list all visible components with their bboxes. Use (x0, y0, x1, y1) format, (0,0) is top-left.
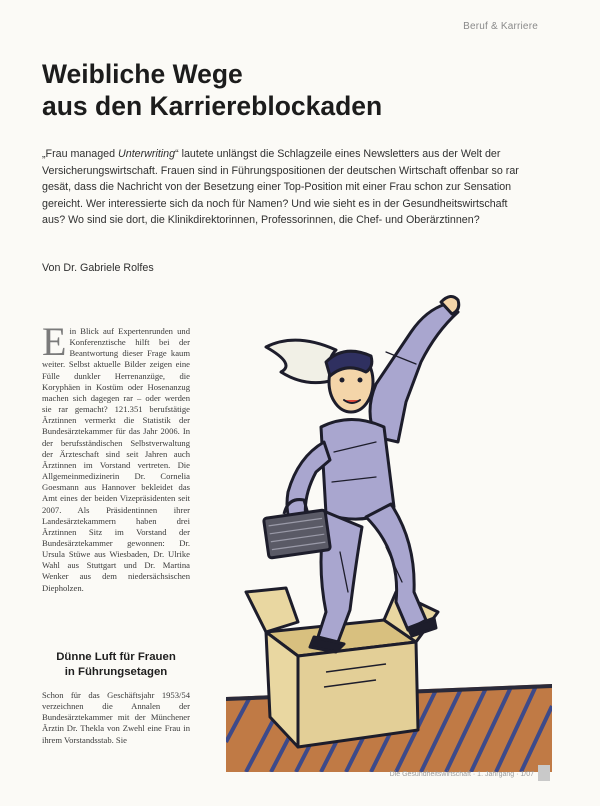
drop-cap: E (42, 319, 67, 364)
title-line-1: Weibliche Wege (42, 59, 243, 89)
woman-jumping-from-box-illustration (226, 292, 552, 772)
body-paragraph-1: in Blick auf Expertenrunden und Konferenztische hilft bei der Beantwortung dieser Frage kaum weiter. Selbst aktuelle Bilder zeigen eine Fülle dunkler Herrenanzüge, die Koryphäen in Kostüm oder Hosenanzug machen sich dagegen rar – oder werden sie rar gemacht? 121.351 berufstätige Ärztinnen vermerkt die Statistik der Bundesärztekammer für das Jahr 2006. In der berufsständischen Selbstverwaltung der Ärzteschaft sind seit Jahren auch Ärztinnen im Vorstand vertreten. Die Allgemeinmedizinerin Dr. Cornelia Goesmann aus Hannover bekleidet das Amt eines der beiden Vizepräsidenten seit 2007. Als Präsidentinnen ihrer Landesärztekammern haben drei Ärztinnen Sitz im Vorstand der Bundesärztekammer gewonnen: Dr. Ursula Stüwe aus Wiesbaden, Dr. Ulrike Wahl aus Stuttgart und Dr. Martina Wenker aus dem niedersächsischen Diepholzen. (42, 326, 190, 593)
subheading-line-1: Dünne Luft für Frauen (56, 651, 176, 663)
body-paragraph-2: Schon für das Geschäftsjahr 1953/54 verzeichnen die Annalen der Bundesärztekammer mit der Münchener Ärztin Dr. Thekla von Zwehl eine Frau in ihrem Vorstandsstab. Sie (42, 690, 190, 745)
body-column-2 (42, 690, 190, 746)
article-intro (42, 146, 532, 229)
intro-italic-term: Unterwriting (118, 148, 176, 160)
byline: Von Dr. Gabriele Rolfes (42, 262, 154, 274)
page-number-box (538, 765, 550, 781)
section-label: Beruf & Karriere (463, 21, 538, 32)
woman-figure (266, 296, 459, 652)
page-footer: Die Gesundheitswirtschaft · 1. Jahrgang · 1/07 (389, 771, 534, 778)
title-line-2: aus den Karriereblockaden (42, 91, 383, 121)
subheading-line-2: in Führungsetagen (64, 665, 168, 678)
article-title (42, 58, 382, 122)
intro-text-start: „Frau managed (42, 148, 119, 160)
intro-text-rest: “ lautete unlängst die Schlagzeile eines Newsletters aus der Welt der Versicherungswirtschaft. Frauen sind in Führungspositionen der deutschen Wirtschaft offenbar so rar gesät, dass die Nachricht von der Besetzung einer Top-Position mit einer Frau schon zur Sensation gereicht. Wer interessierte sich da noch für Namen? Und wie sieht es in der Gesundheitswirtschaft aus? Wo sind sie dort, die Klinikdirektorinnen, Professorinnen, die Chef- und Oberärztinnen? (42, 148, 519, 227)
subheading (42, 650, 190, 679)
body-column-1 (42, 319, 190, 594)
